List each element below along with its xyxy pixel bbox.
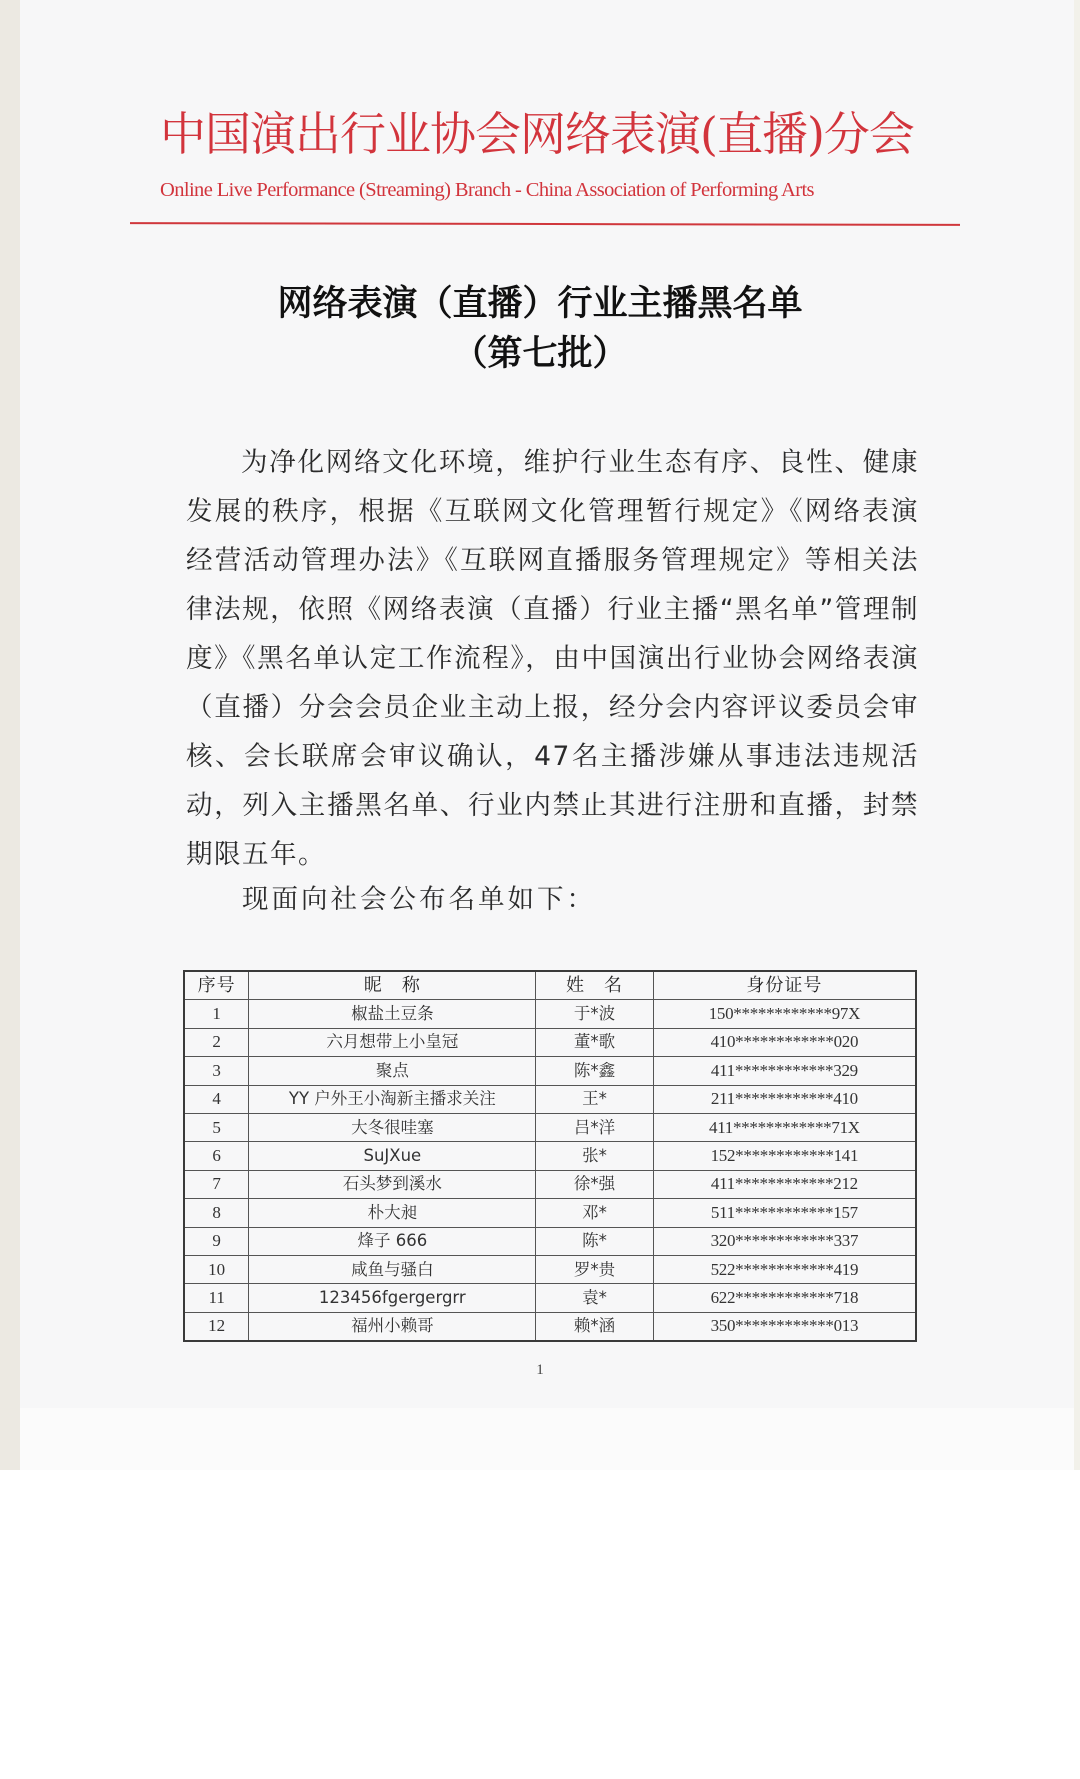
cell-id-number: 411************329 bbox=[653, 1057, 916, 1085]
cell-nickname: 咸鱼与骚白 bbox=[249, 1255, 536, 1283]
cell-nickname: 石头梦到溪水 bbox=[249, 1170, 536, 1198]
cell-id-number: 150************97X bbox=[653, 1000, 916, 1028]
cell-name: 罗*贵 bbox=[536, 1255, 653, 1283]
cell-name: 袁* bbox=[536, 1284, 653, 1312]
cell-seq: 6 bbox=[184, 1142, 249, 1170]
table-row bbox=[184, 1085, 916, 1113]
cell-id-number: 152************141 bbox=[653, 1142, 916, 1170]
cell-name: 陈* bbox=[536, 1227, 653, 1255]
header-nickname: 昵 称 bbox=[249, 971, 536, 1000]
cell-name: 陈*鑫 bbox=[536, 1057, 653, 1085]
blacklist-table bbox=[183, 970, 917, 1342]
body-paragraph: 为净化网络文化环境，维护行业生态有序、良性、健康发展的秩序，根据《互联网文化管理暂行规定》《网络表演经营活动管理办法》《互联网直播服务管理规定》等相关法律法规，依照《网络表演（直播）行业主播“黑名单”管理制度》《黑名单认定工作流程》，由中国演出行业协会网络表演（直播）分会会员企业主动上报，经分会内容评议委员会审核、会长联席会审议确认，47名主播涉嫌从事违法违规活动，列入主播黑名单、行业内禁止其进行注册和直播，封禁期限五年。 bbox=[186, 447, 919, 870]
cell-nickname: SuJXue bbox=[249, 1142, 536, 1170]
cell-id-number: 410************020 bbox=[653, 1028, 916, 1056]
table-row bbox=[184, 1255, 916, 1283]
header-id-number: 身份证号 bbox=[653, 971, 916, 1000]
letterhead-org-name-cn: 中国演出行业协会网络表演(直播)分会 bbox=[160, 107, 914, 161]
table-row bbox=[184, 1284, 916, 1312]
table-header-row bbox=[184, 971, 916, 1000]
cell-name: 赖*涵 bbox=[536, 1312, 653, 1341]
cell-id-number: 350************013 bbox=[653, 1312, 916, 1341]
cell-seq: 11 bbox=[184, 1284, 249, 1312]
cell-id-number: 622************718 bbox=[653, 1284, 916, 1312]
cell-name: 于*波 bbox=[536, 1000, 653, 1028]
cell-nickname: 朴大昶 bbox=[249, 1199, 536, 1227]
table-row bbox=[184, 1113, 916, 1141]
cell-nickname: 聚点 bbox=[249, 1057, 536, 1085]
cell-id-number: 411************212 bbox=[653, 1170, 916, 1198]
table-row bbox=[184, 1170, 916, 1198]
document-page-lower-band bbox=[20, 1408, 1074, 1470]
cell-seq: 10 bbox=[184, 1255, 249, 1283]
cell-name: 董*歌 bbox=[536, 1028, 653, 1056]
cell-nickname: 123456fgergergrr bbox=[249, 1284, 536, 1312]
cell-id-number: 320************337 bbox=[653, 1227, 916, 1255]
table-row bbox=[184, 1057, 916, 1085]
cell-seq: 4 bbox=[184, 1085, 249, 1113]
cell-seq: 7 bbox=[184, 1170, 249, 1198]
page-number: 1 bbox=[536, 1362, 544, 1378]
cell-name: 吕*洋 bbox=[536, 1113, 653, 1141]
cell-name: 徐*强 bbox=[536, 1170, 653, 1198]
header-seq: 序号 bbox=[184, 971, 249, 1000]
letterhead-org-name-en: Online Live Performance (Streaming) Branch - China Association of Performing Arts bbox=[160, 179, 814, 201]
cell-nickname: YY 户外王小淘新主播求关注 bbox=[249, 1085, 536, 1113]
cell-seq: 12 bbox=[184, 1312, 249, 1341]
cell-seq: 8 bbox=[184, 1199, 249, 1227]
cell-id-number: 522************419 bbox=[653, 1255, 916, 1283]
scan-edge-right bbox=[1074, 0, 1080, 1470]
table-row bbox=[184, 1227, 916, 1255]
cell-seq: 3 bbox=[184, 1057, 249, 1085]
scan-edge-left bbox=[0, 0, 20, 1470]
cell-name: 张* bbox=[536, 1142, 653, 1170]
cell-seq: 5 bbox=[184, 1113, 249, 1141]
cell-nickname: 椒盐土豆条 bbox=[249, 1000, 536, 1028]
table-row bbox=[184, 1312, 916, 1341]
cell-id-number: 511************157 bbox=[653, 1199, 916, 1227]
cell-seq: 2 bbox=[184, 1028, 249, 1056]
cell-name: 邓* bbox=[536, 1199, 653, 1227]
document-title: 网络表演（直播）行业主播黑名单 bbox=[277, 283, 803, 324]
header-name: 姓 名 bbox=[536, 971, 653, 1000]
cell-nickname: 烽子 666 bbox=[249, 1227, 536, 1255]
cell-nickname: 六月想带上小皇冠 bbox=[249, 1028, 536, 1056]
document-batch-subtitle: （第七批） bbox=[452, 333, 628, 374]
table-row bbox=[184, 1000, 916, 1028]
table-row bbox=[184, 1142, 916, 1170]
table-row bbox=[184, 1199, 916, 1227]
announce-line: 现面向社会公布名单如下： bbox=[242, 884, 596, 915]
cell-nickname: 大冬很哇塞 bbox=[249, 1113, 536, 1141]
cell-nickname: 福州小赖哥 bbox=[249, 1312, 536, 1341]
cell-name: 王* bbox=[536, 1085, 653, 1113]
cell-seq: 1 bbox=[184, 1000, 249, 1028]
cell-seq: 9 bbox=[184, 1227, 249, 1255]
table-row bbox=[184, 1028, 916, 1056]
cell-id-number: 411************71X bbox=[653, 1113, 916, 1141]
cell-id-number: 211************410 bbox=[653, 1085, 916, 1113]
